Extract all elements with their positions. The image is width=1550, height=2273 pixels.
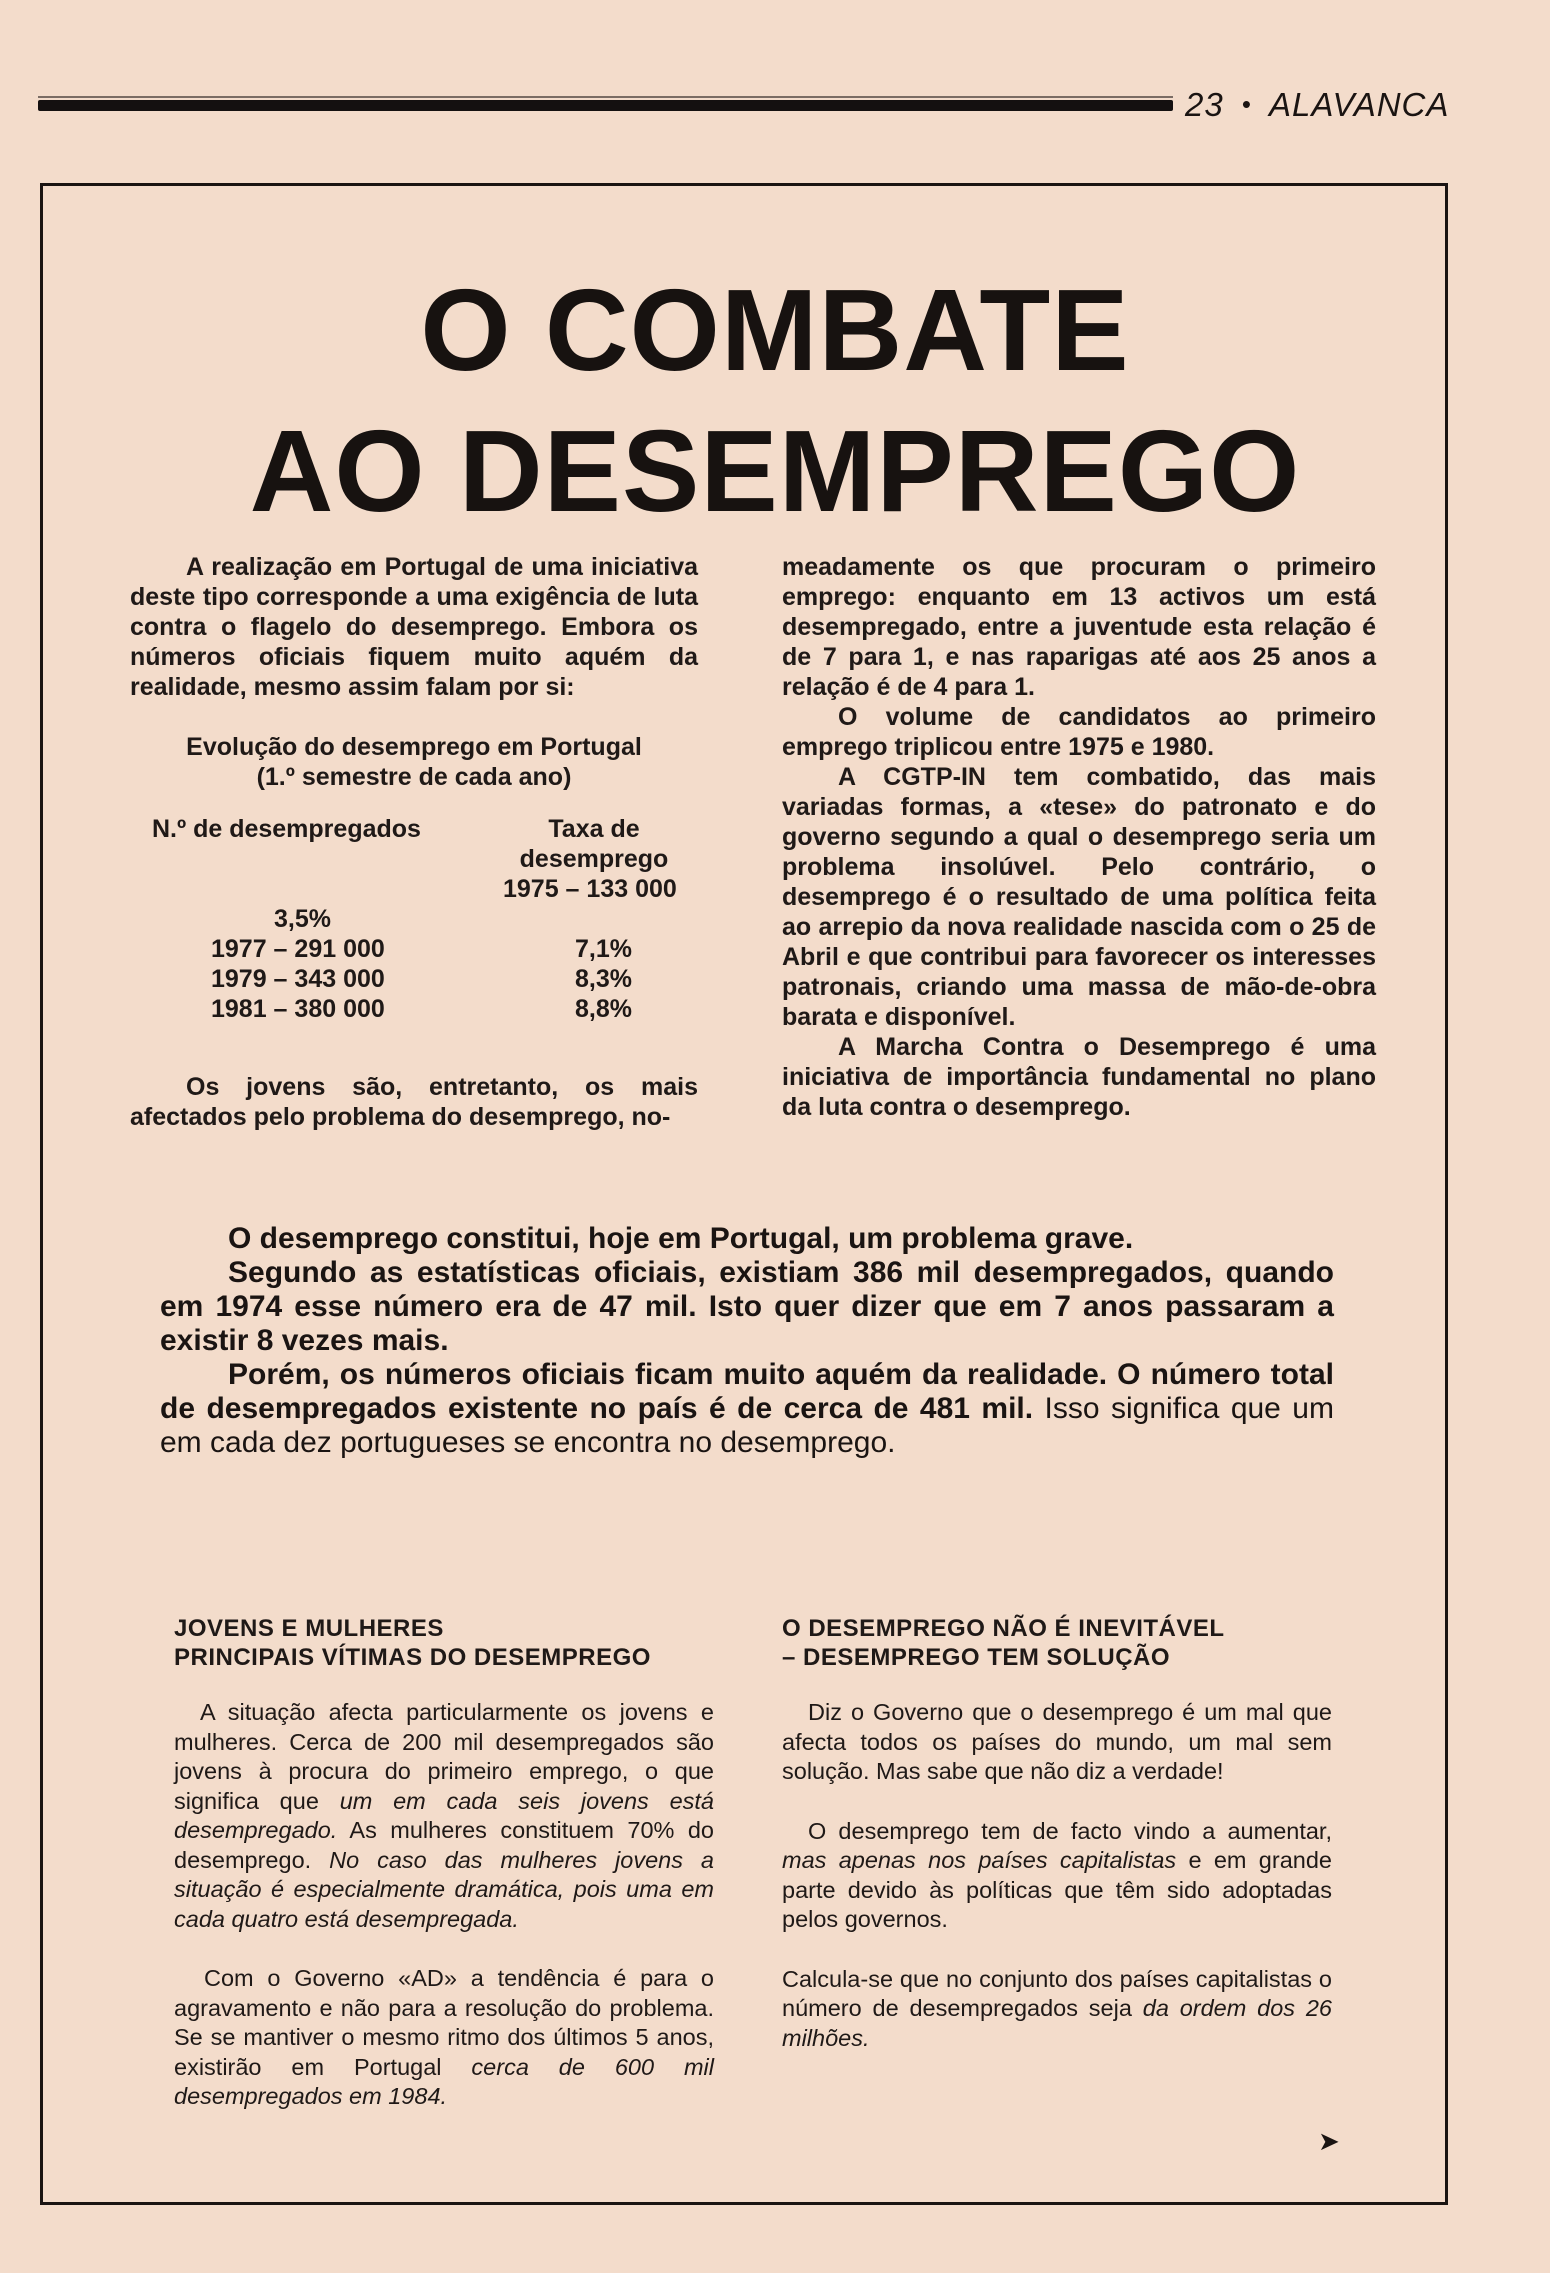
page-number: 23	[1185, 86, 1224, 123]
text-run: Calcula-se que no conjunto dos países capitalistas o número de desempregados seja	[782, 1965, 1332, 2021]
highlight-paragraph-3-bold: Porém, os números oficiais ficam muito aquém da realidade. O número total de desempregados existente no país é de cerca de 481 mil.	[160, 1358, 1334, 1425]
table-caption	[130, 732, 698, 792]
title-line-1: O COMBATE	[420, 265, 1130, 395]
section-left-paragraph-2	[174, 1964, 714, 2112]
text-run-italic: No caso das mulheres jovens a situação é especialmente dramática, pois uma em cada quatro está desempregada.	[174, 1846, 714, 1932]
table-header-rate-line-2: desemprego	[519, 845, 669, 873]
table-caption-line-1: Evolução do desemprego em Portugal	[186, 733, 642, 761]
right-paragraph-1: meadamente os que procuram o primeiro emprego: enquanto em 13 activos um está desempregado, entre a juventude esta relação é de 7 para 1, e nas raparigas até aos 25 anos a relação é de 4 para 1.	[782, 553, 1376, 701]
table-row-label: 1979 – 343 000	[211, 965, 385, 993]
text-run-italic: mas apenas nos países capitalistas	[782, 1847, 1177, 1873]
text-run-italic: um em cada seis jovens está desempregado.	[174, 1787, 714, 1843]
text-run: Com o Governo «AD» a tendência é para o agravamento e não para a resolução do problema. Se se mantiver o mesmo ritmo dos últimos 5 anos, existirão em Portugal	[174, 1965, 714, 2080]
intro-paragraph: A realização em Portugal de uma iniciativa deste tipo corresponde a uma exigência de luta contra o flagelo do desemprego. Embora os números oficiais fiquem muito aquém da realidade, mesmo assim falam por si:	[130, 553, 698, 701]
right-paragraph-4: A Marcha Contra o Desemprego é uma iniciativa de importância fundamental no plano da luta contra o desemprego.	[782, 1033, 1376, 1121]
table-row-rate: 3,5%	[274, 905, 331, 933]
section-right-paragraph-2	[782, 1817, 1332, 1935]
left-column	[130, 552, 698, 1132]
bullet-separator: •	[1241, 89, 1252, 119]
highlight-paragraph-3	[160, 1358, 1334, 1460]
table-row-label: 1981 – 380 000	[211, 995, 385, 1023]
right-column	[782, 552, 1376, 1122]
section-heading	[174, 1614, 714, 1672]
title-line-2: AO DESEMPREGO	[249, 406, 1301, 536]
section-right-paragraph-3	[782, 1965, 1332, 2054]
table-row-rate: 7,1%	[575, 935, 632, 963]
text-run: As mulheres constituem 70% do desemprego.	[174, 1817, 714, 1873]
section-right-paragraph-1: Diz o Governo que o desemprego é um mal que afecta todos os países do mundo, um mal sem solução. Mas sabe que não diz a verdade!	[782, 1699, 1332, 1784]
text-run-italic: da ordem dos 26 milhões.	[782, 1995, 1332, 2051]
table-row-rate: 8,3%	[575, 965, 632, 993]
publication-name: ALAVANCA	[1268, 86, 1450, 123]
unemployment-table	[130, 814, 698, 1044]
section-heading-line-1: JOVENS E MULHERES	[174, 1615, 444, 1642]
section-heading-line-2: – DESEMPREGO TEM SOLUÇÃO	[782, 1644, 1171, 1671]
highlight-paragraph-3-regular: Isso significa que um em cada dez portugueses se encontra no desemprego.	[160, 1392, 1334, 1459]
table-header-rate	[514, 814, 674, 874]
table-row-label: 1977 – 291 000	[211, 935, 385, 963]
table-header-rate-line-1: Taxa de	[548, 815, 640, 843]
running-head	[1185, 86, 1449, 124]
table-row-label: 1975 – 133 000	[503, 875, 677, 903]
section-youth-women	[174, 1614, 714, 2142]
section-left-paragraph-1	[174, 1698, 714, 1934]
section-heading-line-1: O DESEMPREGO NÃO É INEVITÁVEL	[782, 1615, 1225, 1642]
header-rule-thin	[38, 96, 1173, 98]
text-run-italic: cerca de 600 mil desempregados em 1984.	[174, 2053, 714, 2109]
text-run: A situação afecta particularmente os jovens e mulheres. Cerca de 200 mil desempregados são jovens à procura do primeiro emprego, o que significa que	[174, 1699, 714, 1814]
section-heading	[782, 1614, 1332, 1672]
table-caption-line-2: (1.º semestre de cada ano)	[256, 763, 572, 791]
right-paragraph-2: O volume de candidatos ao primeiro emprego triplicou entre 1975 e 1980.	[782, 703, 1376, 761]
highlight-paragraph-2: Segundo as estatísticas oficiais, existiam 386 mil desempregados, quando em 1974 esse número era de 47 mil. Isto quer dizer que em 7 anos passaram a existir 8 vezes mais.	[160, 1256, 1334, 1357]
arrow-right-icon: ➤	[1318, 2126, 1340, 2156]
highlight-block	[160, 1222, 1334, 1460]
header-rule	[38, 100, 1173, 111]
highlight-paragraph-1: O desemprego constitui, hoje em Portugal, um problema grave.	[228, 1222, 1134, 1255]
table-row-rate: 8,8%	[575, 995, 632, 1023]
youth-paragraph: Os jovens são, entretanto, os mais afectados pelo problema do desemprego, no-	[130, 1073, 698, 1131]
text-run: O desemprego tem de facto vindo a aumentar,	[808, 1817, 1332, 1844]
text-run: e em grande parte devido às políticas que têm sido adoptadas pelos governos.	[782, 1847, 1332, 1932]
section-not-inevitable	[782, 1614, 1332, 2083]
table-header-count: N.º de desempregados	[152, 815, 421, 843]
section-heading-line-2: PRINCIPAIS VÍTIMAS DO DESEMPREGO	[174, 1644, 651, 1671]
right-paragraph-3: A CGTP-IN tem combatido, das mais variadas formas, a «tese» do patronato e do governo segundo a qual o desemprego seria um problema insolúvel. Pelo contrário, o desemprego é o resultado de uma política feita ao arrepio da nova realidade nascida com o 25 de Abril e que contribui para favorecer os interesses patronais, criando uma massa de mão-de-obra barata e disponível.	[782, 763, 1376, 1031]
